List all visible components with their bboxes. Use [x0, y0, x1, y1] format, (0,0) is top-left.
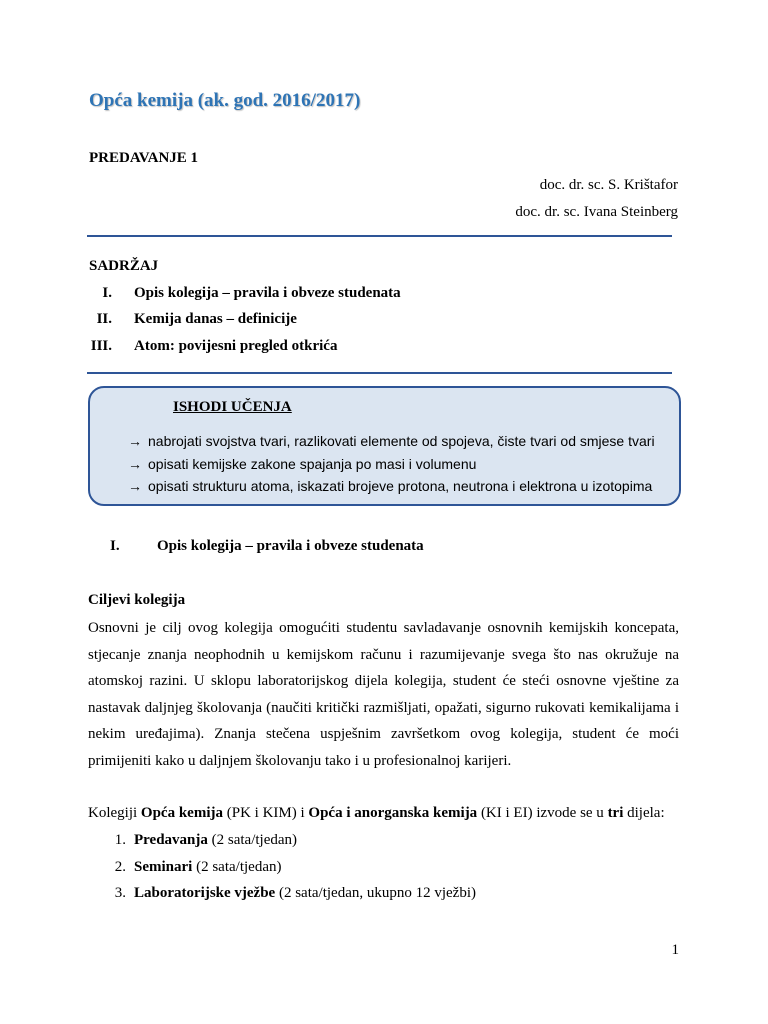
courses-sentence	[88, 805, 665, 822]
part-item	[134, 832, 297, 849]
part-name: Predavanja	[134, 832, 208, 848]
contents-item-text: Atom: povijesni pregled otkrića	[134, 338, 338, 354]
arrow-right-icon: →	[128, 433, 142, 449]
document-title: Opća kemija (ak. god. 2016/2017)	[89, 90, 361, 111]
contents-item-text: Kemija danas – definicije	[134, 311, 297, 327]
courses-text: Kolegiji	[88, 805, 141, 821]
contents-item-number: I.	[102, 285, 112, 301]
part-number: 2.	[114, 859, 126, 875]
part-name: Laboratorijske vježbe	[134, 885, 276, 901]
courses-text: (KI i EI) izvode se u	[477, 805, 608, 821]
courses-text: dijela:	[623, 805, 665, 821]
page-number: 1	[671, 942, 679, 958]
course-name: Opća kemija	[140, 805, 223, 821]
goals-paragraph: Osnovni je cilj ovog kolegija omogućiti studentu savladavanje osnovnih kemijskih koncepata, stjecanje znanja neophodnih u kemijskom računu i razumijevanje svega što nas okružuje na atomskoj razini. U sklopu laboratorijskog dijela kolegija, student će steći osnovne vještine za nastavak daljnjeg školovanja (naučiti kritički razmišljati, opažati, sigurno rukovati kemikalijama i nekim uređajima). Znanja stečena uspješnim završetkom ovog kolegija, student će moći primijeniti kako u daljnjem školovanju tako i u profesionalnoj karijeri.	[88, 620, 679, 769]
arrow-right-icon: →	[128, 478, 142, 494]
contents-heading: SADRŽAJ	[89, 258, 159, 274]
contents-item-number: II.	[96, 311, 112, 327]
author-1: doc. dr. sc. S. Krištafor	[539, 177, 678, 193]
part-item	[134, 859, 281, 876]
part-number: 3.	[114, 885, 126, 901]
learning-outcomes-heading: ISHODI UČENJA	[173, 399, 292, 415]
part-detail: (2 sata/tjedan)	[192, 859, 282, 875]
part-name: Seminari	[134, 859, 193, 875]
learning-outcomes-box	[88, 386, 681, 506]
divider-line	[87, 235, 672, 237]
outcome-item	[128, 456, 476, 472]
courses-text: (PK i KIM) i	[223, 805, 309, 821]
section-number: I.	[110, 538, 120, 554]
part-detail: (2 sata/tjedan)	[207, 832, 298, 848]
outcome-item	[128, 433, 655, 449]
part-item	[134, 885, 476, 902]
part-number: 1.	[114, 832, 126, 848]
outcome-text: opisati strukturu atoma, iskazati brojeve protona, neutrona i elektrona u izotopima	[148, 478, 653, 494]
author-2: doc. dr. sc. Ivana Steinberg	[515, 204, 678, 220]
course-name: Opća i anorganska kemija	[308, 805, 478, 821]
parts-count: tri	[607, 805, 624, 821]
lecture-label: PREDAVANJE 1	[89, 150, 199, 166]
part-detail: (2 sata/tjedan, ukupno 12 vježbi)	[275, 885, 476, 901]
outcome-text: nabrojati svojstva tvari, razlikovati elemente od spojeva, čiste tvari od smjese tvari	[148, 433, 655, 449]
section-title: Opis kolegija – pravila i obveze studenata	[157, 538, 424, 554]
divider-line	[87, 372, 672, 374]
outcome-text: opisati kemijske zakone spajanja po masi i volumenu	[148, 456, 477, 472]
contents-item-text: Opis kolegija – pravila i obveze studenata	[134, 285, 401, 301]
outcome-item	[128, 478, 652, 494]
arrow-right-icon: →	[128, 456, 142, 472]
goals-heading: Ciljevi kolegija	[88, 592, 186, 608]
contents-item-number: III.	[90, 338, 112, 354]
